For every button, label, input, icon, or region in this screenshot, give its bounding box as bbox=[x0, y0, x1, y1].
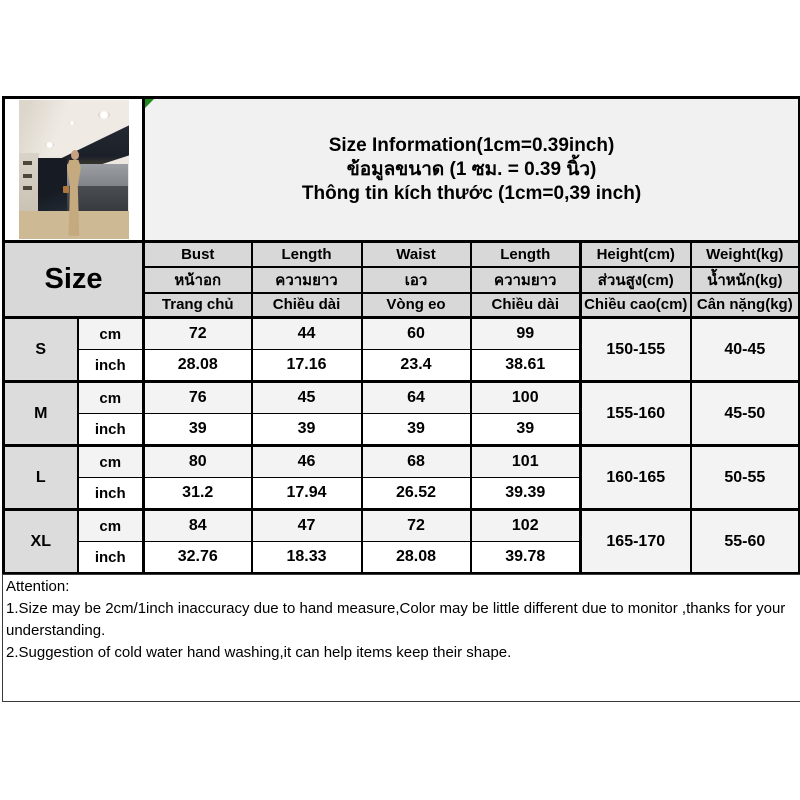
col-header-bust-th: หน้าอก bbox=[144, 267, 252, 293]
product-photo bbox=[19, 100, 129, 239]
col-header-length2-vi: Chiều dài bbox=[471, 293, 581, 318]
product-photo-cell bbox=[4, 98, 144, 242]
value-cell: 39.39 bbox=[471, 478, 581, 510]
row-s-cm bbox=[4, 318, 800, 350]
unit-label-cm: cm bbox=[78, 446, 144, 478]
size-rows-body bbox=[4, 318, 800, 574]
height-range-cell: 150-155 bbox=[581, 318, 691, 382]
ceiling-light bbox=[45, 142, 54, 148]
value-cell: 76 bbox=[144, 382, 252, 414]
model-handbag bbox=[63, 186, 69, 193]
value-cell: 17.94 bbox=[252, 478, 362, 510]
weight-range-cell: 50-55 bbox=[691, 446, 800, 510]
value-cell: 68 bbox=[362, 446, 471, 478]
col-header-length-vi: Chiều dài bbox=[252, 293, 362, 318]
ceiling-light bbox=[69, 121, 75, 125]
col-header-height: Height(cm) bbox=[581, 242, 691, 267]
size-table bbox=[2, 96, 800, 575]
value-cell: 100 bbox=[471, 382, 581, 414]
value-cell: 39 bbox=[252, 414, 362, 446]
col-header-bust-vi: Trang chủ bbox=[144, 293, 252, 318]
value-cell: 39 bbox=[144, 414, 252, 446]
value-cell: 31.2 bbox=[144, 478, 252, 510]
size-cell-xl: XL bbox=[4, 510, 78, 574]
attention-note bbox=[2, 574, 800, 702]
title-thai: ข้อมูลขนาด (1 ซม. = 0.39 นิ้ว) bbox=[346, 158, 597, 180]
value-cell: 23.4 bbox=[362, 350, 471, 382]
unit-label-inch: inch bbox=[78, 478, 144, 510]
col-header-weight-vi: Cân nặng(kg) bbox=[691, 293, 800, 318]
photo-shelf bbox=[23, 161, 32, 165]
unit-label-inch: inch bbox=[78, 350, 144, 382]
unit-label-inch: inch bbox=[78, 542, 144, 574]
unit-label-inch: inch bbox=[78, 414, 144, 446]
size-information-title-cell bbox=[144, 98, 800, 242]
value-cell: 39 bbox=[471, 414, 581, 446]
col-header-height-th: ส่วนสูง(cm) bbox=[581, 267, 691, 293]
header-row-english bbox=[4, 242, 800, 267]
weight-range-cell: 40-45 bbox=[691, 318, 800, 382]
col-header-weight-th: น้ำหนัก(kg) bbox=[691, 267, 800, 293]
height-range-cell: 155-160 bbox=[581, 382, 691, 446]
row-xl-cm bbox=[4, 510, 800, 542]
col-header-waist-th: เอว bbox=[362, 267, 471, 293]
col-header-bust: Bust bbox=[144, 242, 252, 267]
unit-label-cm: cm bbox=[78, 382, 144, 414]
value-cell: 47 bbox=[252, 510, 362, 542]
row-m-cm bbox=[4, 382, 800, 414]
height-range-cell: 165-170 bbox=[581, 510, 691, 574]
value-cell: 46 bbox=[252, 446, 362, 478]
attention-heading: Attention: bbox=[6, 578, 70, 595]
unit-label-cm: cm bbox=[78, 318, 144, 350]
value-cell: 72 bbox=[362, 510, 471, 542]
weight-range-cell: 55-60 bbox=[691, 510, 800, 574]
value-cell: 102 bbox=[471, 510, 581, 542]
col-header-length2-th: ความยาว bbox=[471, 267, 581, 293]
col-header-waist: Waist bbox=[362, 242, 471, 267]
value-cell: 28.08 bbox=[144, 350, 252, 382]
value-cell: 18.33 bbox=[252, 542, 362, 574]
value-cell: 39.78 bbox=[471, 542, 581, 574]
value-cell: 99 bbox=[471, 318, 581, 350]
col-header-weight: Weight(kg) bbox=[691, 242, 800, 267]
value-cell: 84 bbox=[144, 510, 252, 542]
size-header-cell: Size bbox=[4, 242, 144, 318]
col-header-length2: Length bbox=[471, 242, 581, 267]
value-cell: 45 bbox=[252, 382, 362, 414]
value-cell: 64 bbox=[362, 382, 471, 414]
title-vietnamese: Thông tin kích thước (1cm=0,39 inch) bbox=[301, 182, 642, 204]
value-cell: 72 bbox=[144, 318, 252, 350]
size-cell-m: M bbox=[4, 382, 78, 446]
value-cell: 26.52 bbox=[362, 478, 471, 510]
value-cell: 101 bbox=[471, 446, 581, 478]
size-cell-l: L bbox=[4, 446, 78, 510]
unit-label-cm: cm bbox=[78, 510, 144, 542]
value-cell: 44 bbox=[252, 318, 362, 350]
col-header-waist-vi: Vòng eo bbox=[362, 293, 471, 318]
title-english: Size Information(1cm=0.39inch) bbox=[328, 134, 615, 156]
photo-shelf bbox=[23, 186, 32, 190]
attention-line-1: 1.Size may be 2cm/1inch inaccuracy due to hand measure,Color may be little different due to monitor ,thanks for your understanding. bbox=[6, 600, 786, 639]
size-cell-s: S bbox=[4, 318, 78, 382]
value-cell: 32.76 bbox=[144, 542, 252, 574]
height-range-cell: 160-165 bbox=[581, 446, 691, 510]
value-cell: 39 bbox=[362, 414, 471, 446]
weight-range-cell: 45-50 bbox=[691, 382, 800, 446]
green-corner-marker-icon bbox=[145, 99, 154, 108]
photo-shelf bbox=[23, 174, 32, 178]
value-cell: 17.16 bbox=[252, 350, 362, 382]
value-cell: 38.61 bbox=[471, 350, 581, 382]
col-header-length-th: ความยาว bbox=[252, 267, 362, 293]
attention-line-2: 2.Suggestion of cold water hand washing,it can help items keep their shape. bbox=[6, 644, 512, 661]
title-row bbox=[4, 98, 800, 242]
ceiling-light bbox=[98, 111, 110, 119]
value-cell: 60 bbox=[362, 318, 471, 350]
col-header-height-vi: Chiều cao(cm) bbox=[581, 293, 691, 318]
value-cell: 28.08 bbox=[362, 542, 471, 574]
col-header-length: Length bbox=[252, 242, 362, 267]
value-cell: 80 bbox=[144, 446, 252, 478]
row-l-cm bbox=[4, 446, 800, 478]
